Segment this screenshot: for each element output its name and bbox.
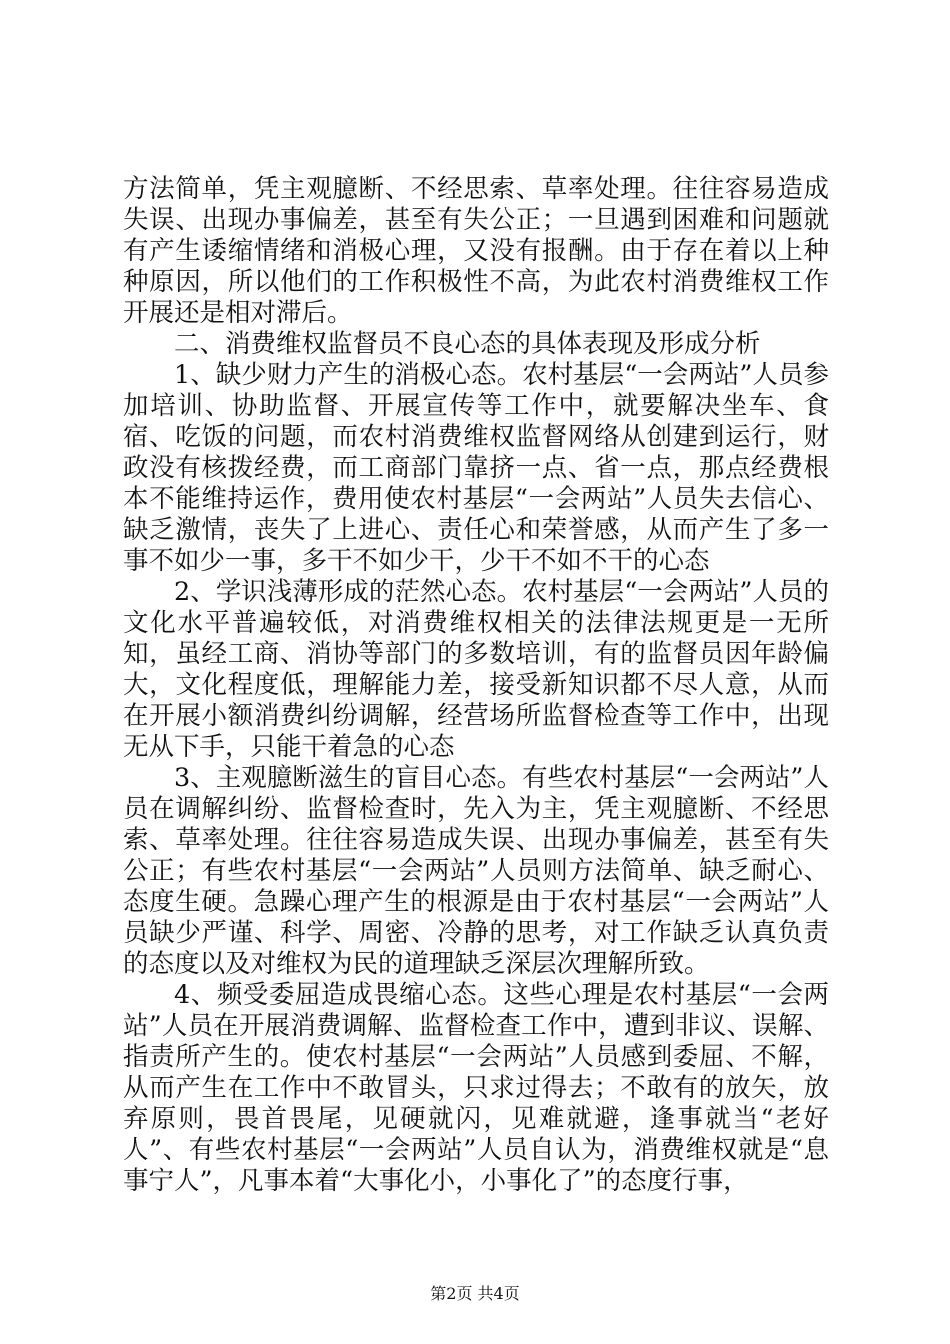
paragraph-continuation: 方法简单，凭主观臆断、不经思索、草率处理。往往容易造成失误、出现办事偏差，甚至有失公正；一旦遇到困难和问题就有产生诿缩情绪和消极心理，又没有报酬。由于存在着以上种种原因，所以他们的工作积极性不高，为此农村消费维权工作开展还是相对滞后。 <box>123 174 829 328</box>
paragraph-item-2: 2、学识浅薄形成的茫然心态。农村基层“一会两站”人员的文化水平普遍较低，对消费维权相关的法律法规更是一无所知，虽经工商、消协等部门的多数培训，有的监督员因年龄偏大，文化程度低，理解能力差，接受新知识都不尽人意，从而在开展小额消费纠纷调解，经营场所监督检查等工作中，出现无从下手，只能干着急的心态 <box>123 577 829 762</box>
paragraph-item-4: 4、频受委屈造成畏缩心态。这些心理是农村基层“一会两站”人员在开展消费调解、监督检查工作中，遭到非议、误解、指责所产生的。使农村基层“一会两站”人员感到委屈、不解，从而产生在工作中不敢冒头，只求过得去；不敢有的放矢，放弃原则，畏首畏尾，见硬就闪，见难就避，逢事就当“老好人”、有些农村基层“一会两站”人员自认为，消费维权就是“息事宁人”，凡事本着“大事化小，小事化了”的态度行事， <box>123 980 829 1196</box>
paragraph-item-1: 1、缺少财力产生的消极心态。农村基层“一会两站”人员参加培训、协助监督、开展宣传等工作中，就要解决坐车、食宿、吃饭的问题，而农村消费维权监督网络从创建到运行，财政没有核拨经费，而工商部门靠挤一点、省一点，那点经费根本不能维持运作，费用使农村基层“一会两站”人员失去信心、缺乏激情，丧失了上进心、责任心和荣誉感，从而产生了多一事不如少一事，多干不如少干，少干不如不干的心态 <box>123 360 829 576</box>
page-number-footer: 第2页 共4页 <box>430 1284 520 1303</box>
document-body <box>123 174 829 1197</box>
section-heading: 二、消费维权监督员不良心态的具体表现及形成分析 <box>174 329 761 359</box>
paragraph-item-3: 3、主观臆断滋生的盲目心态。有些农村基层“一会两站”人员在调解纠纷、监督检查时，先入为主，凭主观臆断、不经思索、草率处理。往往容易造成失误、出现办事偏差，甚至有失公正；有些农村基层“一会两站”人员则方法简单、缺乏耐心、态度生硬。急躁心理产生的根源是由于农村基层“一会两站”人员缺少严谨、科学、周密、冷静的思考，对工作缺乏认真负责的态度以及对维权为民的道理缺乏深层次理解所致。 <box>123 763 829 979</box>
